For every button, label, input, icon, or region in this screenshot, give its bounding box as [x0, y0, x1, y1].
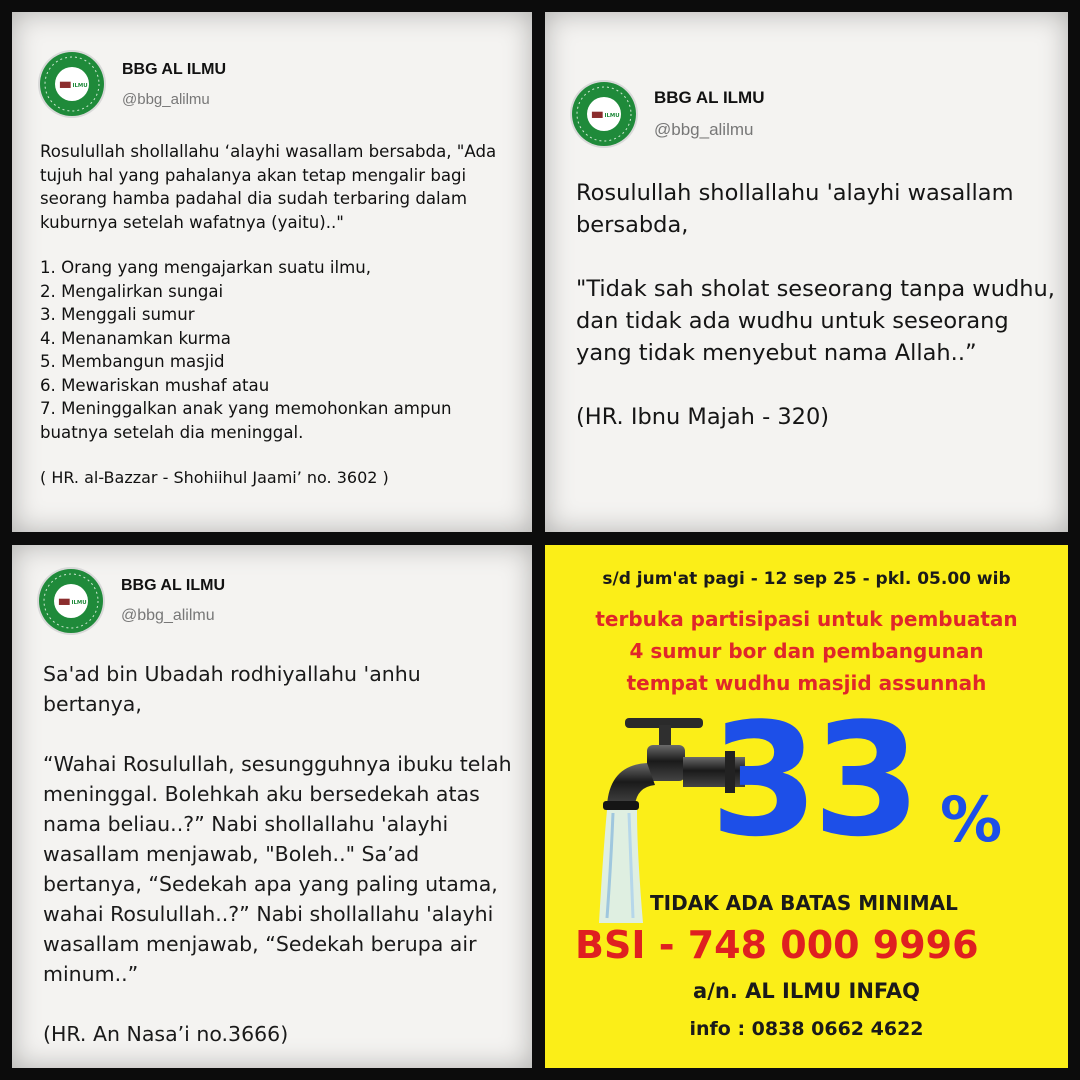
post-intro: Sa'ad bin Ubadah rodhiyallahu 'anhu bertanya,	[43, 662, 421, 716]
account-name: BBG AL ILMU	[654, 88, 765, 107]
account-logo	[39, 569, 103, 633]
post-card-1	[12, 12, 532, 532]
list-item: 3. Menggali sumur	[40, 305, 195, 324]
book-icon	[58, 596, 85, 607]
post-card-3	[12, 545, 532, 1068]
account-name: BBG AL ILMU	[121, 577, 225, 594]
hadith-quote: "Tidak sah sholat seseorang tanpa wudhu, dan tidak ada wudhu untuk seseorang yang tidak menyebut nama Allah..”	[576, 276, 1055, 366]
svg-text:ILMU: ILMU	[71, 82, 88, 89]
post-card-2	[545, 12, 1068, 532]
list-item: 1. Orang yang mengajarkan suatu ilmu,	[40, 258, 372, 277]
account-logo	[572, 82, 636, 146]
post-intro: Rosulullah shollallahu ‘alayhi wasallam bersabda, "Ada tujuh hal yang pahalanya akan tetap mengalir bagi seorang hamba padahal dia sudah terbaring dalam kuburnya setelah wafatnya (yaitu).."	[40, 142, 497, 232]
list-item: 7. Meninggalkan anak yang memohonkan ampun buatnya setelah dia meninggal.	[40, 399, 452, 442]
account-holder-name: a/n. AL ILMU INFAQ	[693, 979, 920, 1003]
profile-header	[39, 569, 225, 633]
headline-line: 4 sumur bor dan pembangunan	[629, 639, 984, 663]
post-body	[576, 177, 1056, 433]
post-body	[43, 659, 523, 1049]
post-body	[40, 140, 520, 490]
list-item: 6. Mewariskan mushaf atau	[40, 375, 270, 395]
progress-percentage-value: 33	[710, 689, 916, 871]
donation-poster	[545, 545, 1068, 1068]
bank-account-number: BSI - 748 000 9996	[575, 923, 979, 967]
reward-list	[40, 256, 520, 444]
percent-symbol: %	[940, 783, 1003, 856]
account-name: BBG AL ILMU	[122, 60, 226, 78]
contact-info: info : 0838 0662 4622	[689, 1018, 924, 1040]
book-icon	[591, 109, 618, 120]
hadith-quote: “Wahai Rosulullah, sesungguhnya ibuku telah meninggal. Bolehkah aku bersedekah atas nama beliau..?” Nabi shollallahu 'alayhi wasallam menjawab, "Boleh.." Sa’ad bertanya, “Sedekah apa yang paling utama, wahai Rosulullah..?” Nabi shollallahu 'alayhi wasallam menjawab, “Sedekah berupa air minum..”	[43, 752, 512, 986]
profile-header	[572, 82, 765, 146]
post-intro: Rosulullah shollallahu 'alayhi wasallam bersabda,	[576, 180, 1014, 238]
headline-line: terbuka partisipasi untuk pembuatan	[595, 607, 1018, 631]
account-logo	[40, 52, 104, 116]
svg-text:ILMU: ILMU	[603, 112, 620, 119]
list-item: 4. Menanamkan kurma	[40, 328, 231, 348]
list-item: 5. Membangun masjid	[40, 352, 225, 371]
account-handle: @bbg_alilmu	[654, 120, 754, 139]
minimum-note: TIDAK ADA BATAS MINIMAL	[650, 891, 958, 915]
account-handle: @bbg_alilmu	[121, 607, 215, 624]
headline-line: tempat wudhu masjid assunnah	[626, 671, 987, 695]
hadith-source: ( HR. al-Bazzar - Shohiihul Jaami’ no. 3602 )	[40, 468, 389, 487]
deadline-text: s/d jum'at pagi - 12 sep 25 - pkl. 05.00 wib	[602, 569, 1011, 589]
svg-text:ILMU: ILMU	[70, 599, 87, 606]
hadith-source: (HR. An Nasa’i no.3666)	[43, 1022, 289, 1046]
list-item: 2. Mengalirkan sungai	[40, 281, 224, 301]
book-icon	[59, 79, 86, 90]
hadith-source: (HR. Ibnu Majah - 320)	[576, 404, 830, 430]
profile-header	[40, 52, 226, 116]
account-handle: @bbg_alilmu	[122, 90, 210, 108]
